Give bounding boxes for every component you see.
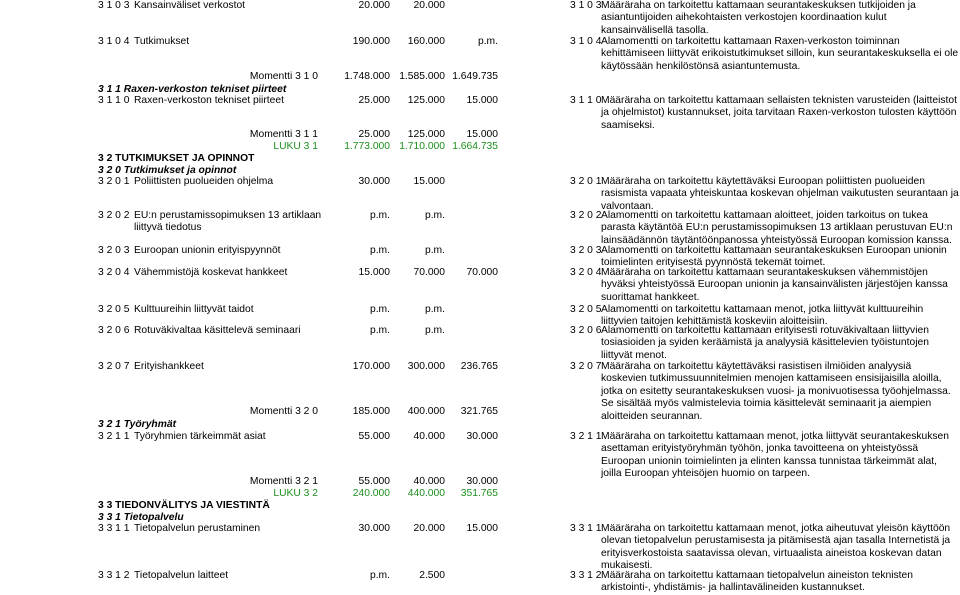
line-title: Rotuväkivaltaa käsittelevä seminaari — [134, 325, 301, 336]
value-col-1: 1.773.000 — [344, 141, 390, 152]
remark-text: Alamomentti on tarkoitettu kattamaan menot, jotka liittyvät kulttuureihin liittyvien taitojen kehittämistä koskeviin aloitteisiin. — [601, 304, 924, 328]
value-col-2: 1.585.000 — [399, 71, 445, 82]
value-col-2: 2.500 — [419, 570, 445, 581]
value-col-3: 30.000 — [466, 431, 498, 442]
remark-text: Alamomentti on tarkoitettu kattamaan erityisesti rotuväkivaltaan liittyvien tosiasioiden ja syiden keräämistä ja analyysiä käsittelevien työistuntojen liittyvät menot. — [601, 325, 929, 361]
remark-text: Määräraha on tarkoitettu kattamaan sellaisten teknisten varusteiden (laitteistot ja ohjelmistot) kustannukset, joita tarvitaan Raxen-verkoston tulosten käyttöön saamiseksi. — [601, 95, 958, 131]
value-col-2: 20.000 — [413, 0, 445, 11]
value-col-2: 40.000 — [413, 476, 445, 487]
remark-text: Määräraha on tarkoitettu kattamaan menot, jotka liittyvät seurantakeskuksen asettaman erityistyöryhmän työhön, jonka tavoitteena on yhteistyössä Euroopan unionin toimielinten ja elinten kanssa tunnistaa tärkeimmät alat, joilla Euroopan yhteisöjen huomio on tarpeen. — [601, 431, 949, 480]
value-col-2: 15.000 — [413, 176, 445, 187]
line-title: Poliittisten puolueiden ohjelma — [134, 176, 274, 187]
remark-code: 3 2 0 3 — [570, 245, 602, 256]
value-col-2: 70.000 — [413, 267, 445, 278]
remark-text: Alamomentti on tarkoitettu kattamaan Raxen-verkoston toiminnan kehittämiseen liittyvät erikoistutkimukset silloin, kun seurantakeskuksella ei ole käytössään henkilöstönsä asiantuntemusta. — [601, 36, 959, 72]
line-code: 3 2 0 7 — [98, 361, 130, 372]
remark-code: 3 3 1 1 — [570, 523, 602, 534]
value-col-3: 30.000 — [466, 476, 498, 487]
remark-code: 3 2 1 1 — [570, 431, 602, 442]
line-title: Tietopalvelun laitteet — [134, 570, 229, 581]
remark-code: 3 1 0 4 — [570, 36, 602, 47]
line-title: Euroopan unionin erityispyynnöt — [134, 245, 281, 256]
value-col-1: p.m. — [369, 325, 390, 336]
line-code: 3 2 0 1 — [98, 176, 130, 187]
subtotal-label: Momentti 3 1 1 — [249, 129, 318, 140]
line-title: EU:n perustamissopimuksen 13 artiklaan liittyvä tiedotus — [134, 210, 322, 234]
line-code: 3 2 0 6 — [98, 325, 130, 336]
value-col-3: 70.000 — [466, 267, 498, 278]
value-col-2: 440.000 — [407, 488, 445, 499]
line-title: Kansainväliset verkostot — [134, 0, 246, 11]
line-code: 3 1 1 0 — [98, 95, 130, 106]
value-col-2: 300.000 — [407, 361, 445, 372]
line-code: 3 2 0 3 — [98, 245, 130, 256]
remark-text: Määräraha on tarkoitettu kattamaan seurantakeskuksen tutkijoiden ja asiantuntijoiden aihekohtaisten verkostojen koordinaation kulut kansainvälisellä tasolla. — [601, 0, 916, 36]
value-col-2: 20.000 — [413, 523, 445, 534]
section-heading: 3 3 TIEDONVÄLITYS JA VIESTINTÄ — [98, 500, 270, 511]
value-col-3: 15.000 — [466, 129, 498, 140]
value-col-1: 20.000 — [358, 0, 390, 11]
line-title: Työryhmien tärkeimmät asiat — [134, 431, 266, 442]
value-col-1: 190.000 — [352, 36, 390, 47]
remark-code: 3 2 0 7 — [570, 361, 602, 372]
remark-text: Alamomentti on tarkoitettu kattamaan seurantakeskuksen Euroopan unionin toimielinten erityisestä pyynnöstä tekemät toimet. — [601, 245, 947, 269]
value-col-3: 236.765 — [460, 361, 498, 372]
remark-code: 3 2 0 6 — [570, 325, 602, 336]
line-code: 3 2 1 1 — [98, 431, 130, 442]
value-col-1: 170.000 — [352, 361, 390, 372]
remark-text: Alamomentti on tarkoitettu kattamaan aloitteet, joiden tarkoitus on tukea parasta käytäntöä EU:n perustamissopimuksen 13 artiklaan perustuvan EU:n lainsäädännön täytäntöönpanossa yhteistyössä Euroopan komission kanssa. — [601, 210, 953, 246]
remark-text: Määräraha on tarkoitettu kattamaan tietopalvelun aineiston teknisten arkistointi-, yhdistämis- ja hallintavälineiden kustannukset. — [601, 570, 913, 594]
line-title: Tietopalvelun perustaminen — [134, 523, 261, 534]
line-title: Vähemmistöjä koskevat hankkeet — [134, 267, 288, 278]
line-code: 3 2 0 5 — [98, 304, 130, 315]
section-heading: 3 2 TUTKIMUKSET JA OPINNOT — [98, 153, 255, 164]
line-code: 3 3 1 1 — [98, 523, 130, 534]
line-title: Tutkimukset — [134, 36, 190, 47]
line-title: Raxen-verkoston tekniset piirteet — [134, 95, 284, 106]
chapter-total-label: LUKU 3 2 — [273, 488, 318, 499]
line-title: Kulttuureihin liittyvät taidot — [134, 304, 254, 315]
line-code: 3 1 0 3 — [98, 0, 130, 11]
value-col-2: 40.000 — [413, 431, 445, 442]
line-code: 3 3 1 2 — [98, 570, 130, 581]
value-col-1: 55.000 — [358, 476, 390, 487]
remark-code: 3 3 1 2 — [570, 570, 602, 581]
line-code: 3 2 0 2 — [98, 210, 130, 221]
value-col-1: p.m. — [369, 210, 390, 221]
value-col-1: 240.000 — [352, 488, 390, 499]
remark-text: Määräraha on tarkoitettu käytettäväksi Euroopan poliittisten puolueiden rasismista vapaata yhteiskuntaa koskevan ohjelman vaikutusten seurantaan ja valvontaan. — [601, 176, 959, 212]
value-col-1: 30.000 — [358, 176, 390, 187]
value-col-3: 321.765 — [460, 406, 498, 417]
value-col-1: p.m. — [369, 245, 390, 256]
value-col-1: p.m. — [369, 570, 390, 581]
line-title: Erityishankkeet — [134, 361, 204, 372]
value-col-2: 400.000 — [407, 406, 445, 417]
value-col-1: p.m. — [369, 304, 390, 315]
value-col-1: 25.000 — [358, 95, 390, 106]
value-col-3: 15.000 — [466, 523, 498, 534]
value-col-2: p.m. — [424, 245, 445, 256]
value-col-3: 15.000 — [466, 95, 498, 106]
value-col-3: 1.649.735 — [452, 71, 498, 82]
value-col-1: 1.748.000 — [344, 71, 390, 82]
section-heading: 3 3 1 Tietopalvelu — [98, 512, 184, 523]
remark-code: 3 2 0 2 — [570, 210, 602, 221]
value-col-1: 185.000 — [352, 406, 390, 417]
line-code: 3 2 0 4 — [98, 267, 130, 278]
value-col-2: p.m. — [424, 304, 445, 315]
value-col-2: p.m. — [424, 210, 445, 221]
value-col-1: 30.000 — [358, 523, 390, 534]
value-col-3: 351.765 — [460, 488, 498, 499]
section-heading: 3 2 0 Tutkimukset ja opinnot — [98, 165, 237, 176]
remark-code: 3 1 0 3 — [570, 0, 602, 11]
value-col-2: p.m. — [424, 325, 445, 336]
value-col-1: 55.000 — [358, 431, 390, 442]
chapter-total-label: LUKU 3 1 — [273, 141, 318, 152]
remark-code: 3 2 0 1 — [570, 176, 602, 187]
value-col-2: 125.000 — [407, 95, 445, 106]
line-code: 3 1 0 4 — [98, 36, 130, 47]
remark-text: Määräraha on tarkoitettu käytettäväksi rasistisen ilmiöiden analyysiä koskevien tutkimussuunnitelmien menojen kattamiseen ensisijaisilla aloilla, jotka on esitetty seurantakeskuksen vuosi- ja monivuotisessa työohjelmassa. Se sisältää myös valmistelevia toimia käsittelevät seminaarit ja aiempien aloitteiden seurannan. — [601, 361, 951, 422]
value-col-1: 15.000 — [358, 267, 390, 278]
remark-text: Määräraha on tarkoitettu kattamaan menot, jotka aiheutuvat yleisön käyttöön olevan tietopalvelun perustamisesta ja pitämisestä ajan tasalla Internetistä ja erityisverkostoista saatavissa olevan, virtuaalista aineistoa koskevan datan mukaisesti. — [601, 523, 951, 572]
value-col-1: 25.000 — [358, 129, 390, 140]
value-col-2: 1.710.000 — [399, 141, 445, 152]
remark-text: Määräraha on tarkoitettu kattamaan seurantakeskuksen vähemmistöjen hyväksi yhteistyössä Euroopan unionin ja kansainvälisten järjestöjen kanssa suorittamat hankkeet. — [601, 267, 948, 303]
value-col-2: 160.000 — [407, 36, 445, 47]
subtotal-label: Momentti 3 1 0 — [249, 71, 318, 82]
section-heading: 3 1 1 Raxen-verkoston tekniset piirteet — [98, 84, 287, 95]
subtotal-label: Momentti 3 2 0 — [249, 406, 318, 417]
value-col-2: 125.000 — [407, 129, 445, 140]
remark-code: 3 2 0 4 — [570, 267, 602, 278]
value-col-3: 1.664.735 — [452, 141, 498, 152]
remark-code: 3 2 0 5 — [570, 304, 602, 315]
subtotal-label: Momentti 3 2 1 — [249, 476, 318, 487]
section-heading: 3 2 1 Työryhmät — [98, 419, 177, 430]
remark-code: 3 1 1 0 — [570, 95, 602, 106]
value-col-3: p.m. — [477, 36, 498, 47]
